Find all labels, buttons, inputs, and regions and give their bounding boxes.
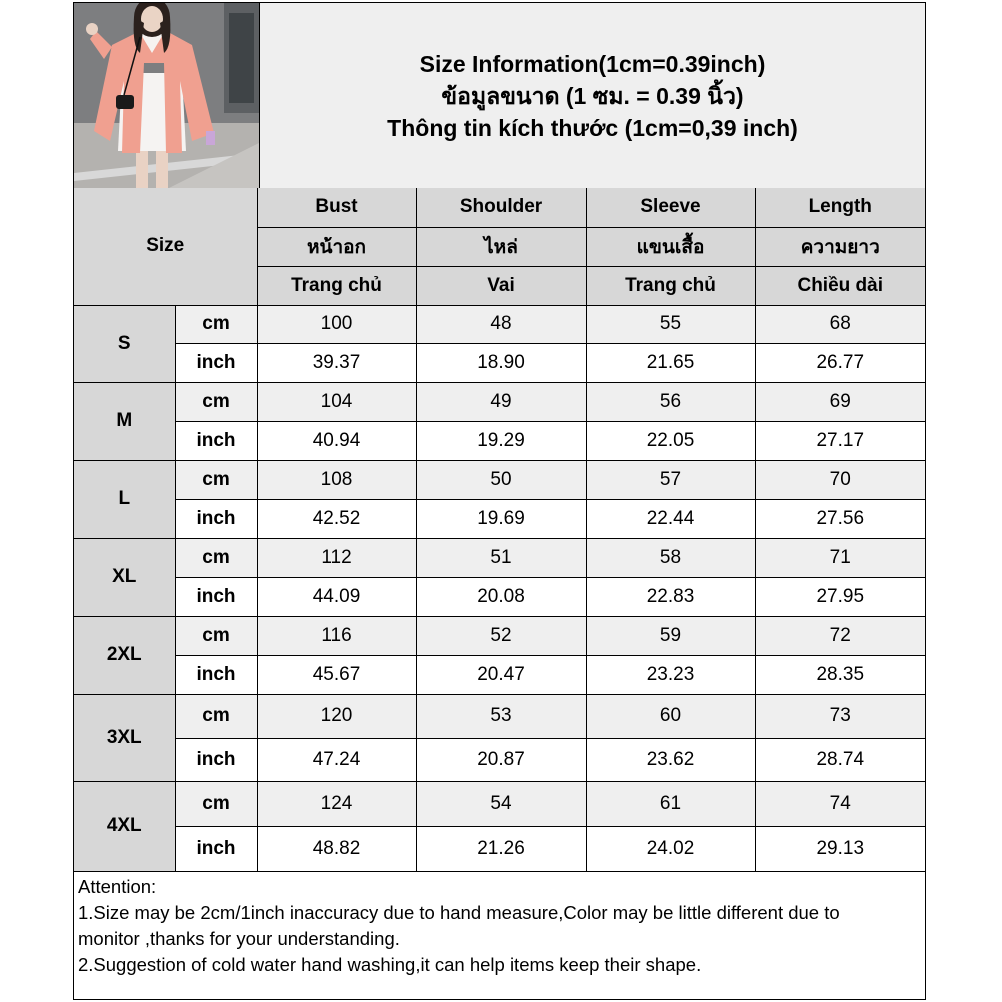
shoulder-inch: 20.47 [416, 655, 586, 694]
length-inch: 27.17 [755, 421, 925, 460]
bust-inch: 47.24 [257, 738, 416, 781]
unit-inch: inch [175, 421, 257, 460]
title-line-thai: ข้อมูลขนาด (1 ซม. = 0.39 นิ้ว) [441, 82, 744, 109]
size-label-2xl: 2XL [74, 616, 175, 694]
product-photo [74, 3, 260, 188]
size-label-xl: XL [74, 538, 175, 616]
bust-cm: 120 [257, 694, 416, 738]
notes-line-2: monitor ,thanks for your understanding. [78, 928, 400, 949]
unit-cm: cm [175, 305, 257, 343]
shoulder-cm: 48 [416, 305, 586, 343]
shoulder-cm: 54 [416, 781, 586, 826]
sleeve-cm: 56 [586, 382, 755, 421]
header-length-vi: Chiều dài [755, 266, 925, 305]
header-length-en: Length [755, 188, 925, 227]
unit-cm: cm [175, 460, 257, 499]
bust-inch: 42.52 [257, 499, 416, 538]
size-xl-inch-row [74, 577, 925, 616]
header-row-english [74, 188, 925, 227]
attention-notes [78, 874, 921, 978]
sleeve-cm: 58 [586, 538, 755, 577]
size-column-header: Size [74, 188, 257, 305]
length-inch: 26.77 [755, 343, 925, 382]
header-shoulder-th: ไหล่ [416, 227, 586, 266]
header-bust-vi: Trang chủ [257, 266, 416, 305]
notes-line-3: 2.Suggestion of cold water hand washing,it can help items keep their shape. [78, 954, 702, 975]
size-s-cm-row [74, 305, 925, 343]
size-label-4xl: 4XL [74, 781, 175, 871]
header-sleeve-en: Sleeve [586, 188, 755, 227]
unit-inch: inch [175, 577, 257, 616]
shoulder-inch: 21.26 [416, 826, 586, 871]
size-3xl-inch-row [74, 738, 925, 781]
length-inch: 28.35 [755, 655, 925, 694]
sleeve-inch: 24.02 [586, 826, 755, 871]
size-l-cm-row [74, 460, 925, 499]
unit-cm: cm [175, 781, 257, 826]
size-label-l: L [74, 460, 175, 538]
unit-inch: inch [175, 655, 257, 694]
size-2xl-inch-row [74, 655, 925, 694]
unit-inch: inch [175, 738, 257, 781]
length-cm: 69 [755, 382, 925, 421]
sleeve-cm: 57 [586, 460, 755, 499]
header-bust-th: หน้าอก [257, 227, 416, 266]
bust-inch: 45.67 [257, 655, 416, 694]
title-line-english: Size Information(1cm=0.39inch) [419, 50, 766, 77]
sleeve-cm: 61 [586, 781, 755, 826]
size-m-inch-row [74, 421, 925, 460]
length-cm: 73 [755, 694, 925, 738]
sleeve-inch: 22.83 [586, 577, 755, 616]
shoulder-cm: 51 [416, 538, 586, 577]
bust-cm: 108 [257, 460, 416, 499]
shoulder-inch: 20.87 [416, 738, 586, 781]
size-label-m: M [74, 382, 175, 460]
shoulder-cm: 53 [416, 694, 586, 738]
model-photo-illustration [74, 3, 259, 188]
length-cm: 71 [755, 538, 925, 577]
sleeve-inch: 21.65 [586, 343, 755, 382]
title-block [260, 3, 925, 188]
size-s-inch-row [74, 343, 925, 382]
size-4xl-cm-row [74, 781, 925, 826]
length-cm: 72 [755, 616, 925, 655]
bust-cm: 100 [257, 305, 416, 343]
sleeve-cm: 59 [586, 616, 755, 655]
bust-inch: 48.82 [257, 826, 416, 871]
notes-heading: Attention: [78, 876, 157, 897]
header-length-th: ความยาว [755, 227, 925, 266]
sleeve-cm: 60 [586, 694, 755, 738]
header [74, 3, 925, 189]
bust-cm: 116 [257, 616, 416, 655]
header-shoulder-en: Shoulder [416, 188, 586, 227]
length-inch: 27.95 [755, 577, 925, 616]
size-3xl-cm-row [74, 694, 925, 738]
header-bust-en: Bust [257, 188, 416, 227]
size-label-3xl: 3XL [74, 694, 175, 781]
bust-inch: 40.94 [257, 421, 416, 460]
size-xl-cm-row [74, 538, 925, 577]
length-cm: 74 [755, 781, 925, 826]
unit-cm: cm [175, 382, 257, 421]
sleeve-inch: 22.44 [586, 499, 755, 538]
notes-line-1: 1.Size may be 2cm/1inch inaccuracy due to hand measure,Color may be little different due to [78, 902, 840, 923]
unit-inch: inch [175, 826, 257, 871]
length-inch: 29.13 [755, 826, 925, 871]
shoulder-cm: 50 [416, 460, 586, 499]
sleeve-inch: 23.62 [586, 738, 755, 781]
unit-inch: inch [175, 343, 257, 382]
sleeve-inch: 23.23 [586, 655, 755, 694]
size-chart-sheet [73, 2, 926, 1000]
shoulder-inch: 19.69 [416, 499, 586, 538]
length-cm: 70 [755, 460, 925, 499]
bust-cm: 112 [257, 538, 416, 577]
length-inch: 27.56 [755, 499, 925, 538]
shoulder-inch: 18.90 [416, 343, 586, 382]
bust-inch: 39.37 [257, 343, 416, 382]
size-table [74, 188, 925, 872]
bust-cm: 104 [257, 382, 416, 421]
size-m-cm-row [74, 382, 925, 421]
bust-cm: 124 [257, 781, 416, 826]
sleeve-cm: 55 [586, 305, 755, 343]
unit-cm: cm [175, 538, 257, 577]
unit-cm: cm [175, 616, 257, 655]
length-inch: 28.74 [755, 738, 925, 781]
sleeve-inch: 22.05 [586, 421, 755, 460]
size-label-s: S [74, 305, 175, 382]
unit-cm: cm [175, 694, 257, 738]
shoulder-inch: 19.29 [416, 421, 586, 460]
header-shoulder-vi: Vai [416, 266, 586, 305]
bust-inch: 44.09 [257, 577, 416, 616]
length-cm: 68 [755, 305, 925, 343]
title-line-vietnamese: Thông tin kích thước (1cm=0,39 inch) [387, 114, 798, 141]
size-2xl-cm-row [74, 616, 925, 655]
header-sleeve-th: แขนเสื้อ [586, 227, 755, 266]
size-4xl-inch-row [74, 826, 925, 871]
shoulder-cm: 49 [416, 382, 586, 421]
size-l-inch-row [74, 499, 925, 538]
shoulder-cm: 52 [416, 616, 586, 655]
shoulder-inch: 20.08 [416, 577, 586, 616]
unit-inch: inch [175, 499, 257, 538]
header-sleeve-vi: Trang chủ [586, 266, 755, 305]
